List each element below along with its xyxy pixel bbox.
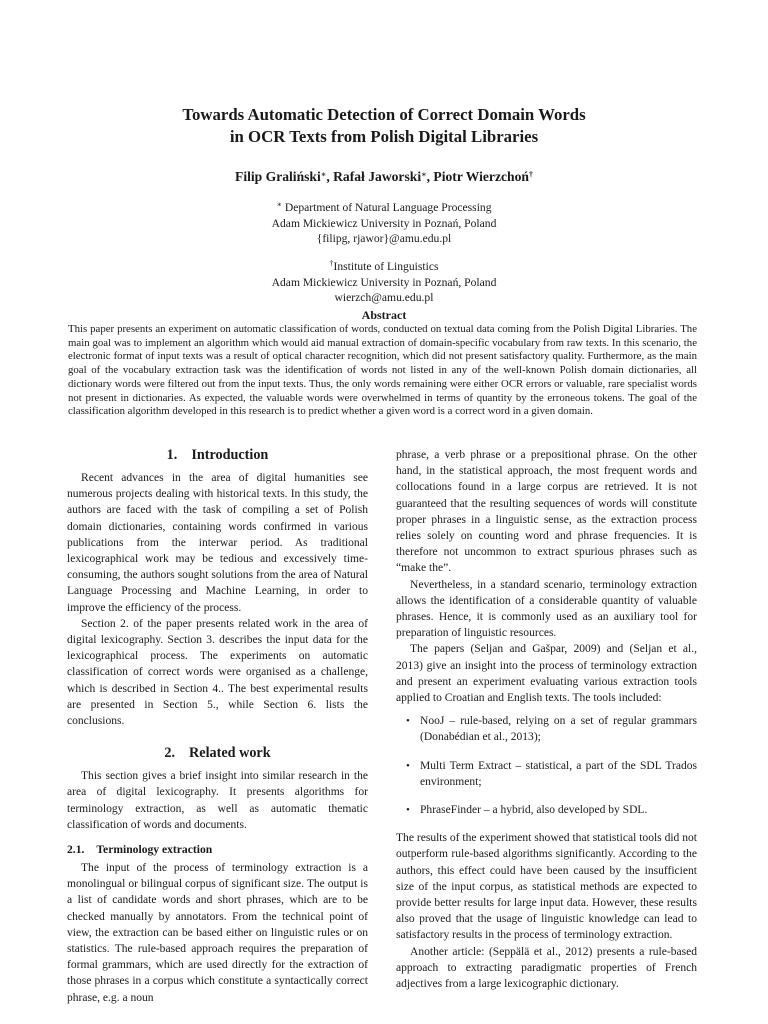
section-number: 1. — [166, 447, 178, 463]
affiliation-email: {filipg, rjawor}@amu.edu.pl — [316, 232, 452, 246]
subsection-number: 2.1. — [67, 843, 85, 857]
author-mark: ∗ — [320, 170, 327, 179]
subsection-title: Terminology extraction — [96, 843, 213, 857]
affiliation-email: wierzch@amu.edu.pl — [334, 291, 434, 305]
list-item — [396, 802, 697, 818]
section-heading-introduction — [67, 446, 368, 464]
affiliation-nlp — [60, 200, 708, 247]
affiliation-line: Adam Mickiewicz University in Poznań, Poland — [271, 216, 497, 230]
affiliation-mark: ∗ — [276, 200, 282, 209]
paper-title — [60, 104, 708, 148]
affiliation-mark: † — [329, 259, 334, 268]
bullet-icon: • — [406, 715, 410, 728]
author-mark: ∗ — [421, 170, 427, 179]
affiliation-line: Adam Mickiewicz University in Poznań, Poland — [271, 275, 497, 289]
bullet-icon: • — [406, 804, 410, 817]
section-number: 2. — [164, 745, 176, 762]
paragraph: The input of the process of terminology extraction is a monolingual or bilingual corpus of significant size. The output is a list of candidate words and short phrases, which are to be checked manually by annotators. From the technical point of view, the extraction can be based either on linguistic rules or on statistics. The rule-based approach requires the preparation of formal grammars, which are used directly for the extraction of those phrases in a corpus which constitute a syntactically correct phrase, e.g. a noun — [67, 862, 368, 1004]
author-name: Filip Graliński — [235, 169, 321, 184]
author-separator: , — [426, 169, 434, 184]
list-item-text: NooJ – rule-based, relying on a set of regular grammars (Donabédian et al., 2013); — [420, 715, 697, 744]
title-line-1: Towards Automatic Detection of Correct Domain Words — [182, 105, 586, 124]
paragraph: Recent advances in the area of digital humanities see numerous projects dealing with historical texts. In this study, the authors are faced with the task of compiling a set of Polish domain dictionaries, containing words confirmed in various publications from the interwar period. As traditional lexicographical work may be tedious and excessively time-consuming, the authors sought solutions from the area of Natural Language Processing and Machine Learning, in order to improve the efficiency of the process. — [67, 472, 368, 614]
author-name: Rafał Jaworski — [333, 169, 422, 184]
bullet-icon: • — [406, 759, 410, 772]
paragraph: The papers (Seljan and Gašpar, 2009) and (Seljan et al., 2013) give an insight into the process of terminology extraction and present an experiment evaluating various extraction tools applied to Croatian and English texts. The tools included: — [396, 643, 697, 705]
author-name: Piotr Wierzchoń — [433, 169, 529, 184]
title-line-2: in OCR Texts from Polish Digital Libraries — [229, 127, 539, 146]
list-item — [396, 713, 697, 745]
paragraph: Section 2. of the paper presents related work in the area of digital lexicography. Section 3. describes the input data for the lexicographical process. The experiments on automatic classification of correct words were organised as a challenge, which is described in Section 4.. The best experimental results are presented in Section 5., while Section 6. lists the conclusions. — [67, 617, 368, 728]
list-item-text: PhraseFinder – a hybrid, also developed by SDL. — [420, 804, 648, 817]
section-title: Introduction — [191, 447, 269, 463]
subsection-heading-terminology-extraction — [67, 842, 368, 858]
list-item — [396, 758, 697, 790]
author-list — [60, 168, 708, 186]
left-column — [67, 446, 368, 1006]
right-column — [396, 447, 697, 992]
author-mark: † — [528, 170, 533, 179]
section-title: Related work — [189, 745, 271, 762]
abstract-heading: Abstract — [361, 308, 407, 322]
affiliation-linguistics — [60, 259, 708, 306]
section-heading-related-work — [67, 744, 368, 762]
tool-list — [396, 713, 697, 818]
abstract-text: This paper presents an experiment on automatic classification of words, conducted on textual data coming from the Polish Digital Libraries. The main goal was to implement an algorithm which would aid manual extraction of domain-specific vocabulary from raw texts. In this scenario, the electronic format of input texts was a result of optical character recognition, which did not present satisfactory quality. Furthermore, as the main goal of the vocabulary extraction task was the identification of words not listed in any of the well-known Polish domain dictionaries, all dictionary words were filtered out from the input texts. Thus, the only words remaining were either OCR errors or valuable, rare specialist words not present in dictionaries. As expected, the valuable words were overwhelmed in terms of quantity by the erroneous tokens. The goal of the classification algorithm developed in this research is to predict whether a given word is a correct word in a given domain. — [68, 323, 697, 418]
affiliation-line: Department of Natural Language Processing — [284, 201, 492, 214]
paragraph: Another article: (Seppälä et al., 2012) presents a rule-based approach to extracting paradigmatic properties of French adjectives from a large lexicographic dictionary. — [396, 945, 697, 991]
paragraph: Nevertheless, in a standard scenario, terminology extraction allows the identification of a considerable quantity of valuable phrases. Hence, it is commonly used as an auxiliary tool for preparation of linguistic resources. — [396, 578, 697, 640]
affiliation-line: Institute of Linguistics — [333, 260, 439, 273]
author-separator: , — [326, 169, 334, 184]
list-item-text: Multi Term Extract – statistical, a part of the SDL Trados environment; — [420, 759, 697, 788]
paragraph: This section gives a brief insight into similar research in the area of digital lexicography. It presents algorithms for terminology extraction, as well as automatic thematic classification of words and documents. — [67, 770, 368, 831]
paragraph: The results of the experiment showed that statistical tools did not outperform rule-based algorithms significantly. According to the authors, this effect could have been caused by the insufficient size of the input corpus, as statistical methods are expected to provide better results for large input data. However, these results also proved that the usage of linguistic knowledge can lead to satisfactory results in the process of terminology extraction. — [396, 832, 697, 942]
paragraph-continuation: phrase, a verb phrase or a prepositional phrase. On the other hand, in the statistical approach, the most frequent words and collocations found in a large corpus are retrieved. It is not guaranteed that the resulting sequences of words will constitute proper phrases in a linguistic sense, as the extraction process relies solely on counting word and phrase frequencies. It is therefore not uncommon to extract spurious phrases such as “make the”. — [396, 449, 697, 575]
